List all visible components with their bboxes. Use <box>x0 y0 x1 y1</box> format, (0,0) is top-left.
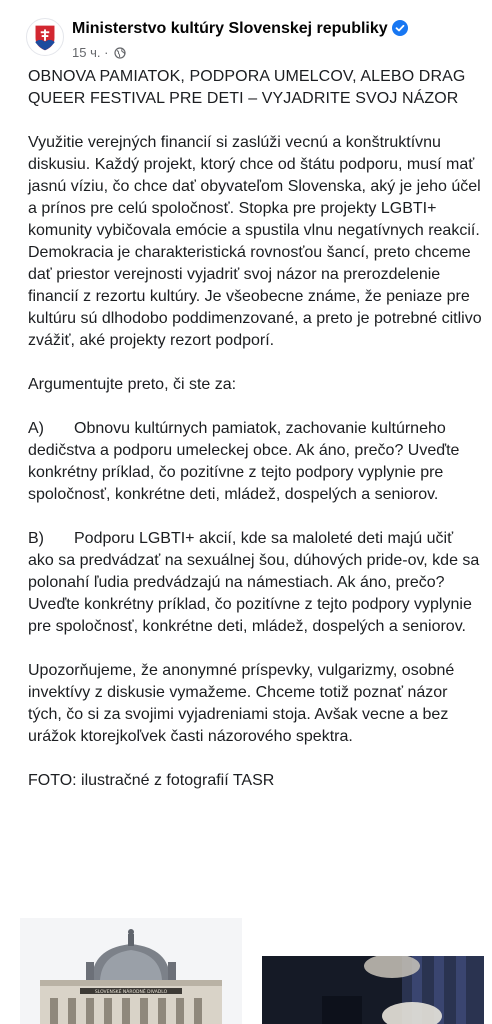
photo-gallery <box>0 900 492 1024</box>
verified-badge-icon <box>392 20 408 36</box>
post-option-b <box>28 528 483 638</box>
post-body <box>28 66 483 814</box>
post-paragraph-moderation: Upozorňujeme, že anonymné príspevky, vulgarizmy, osobné invektívy z diskusie vymažeme. Chceme totiž poznať názor tých, čo si za svojimi vyjadreniami stoja. Avšak vecne a bez urážok ktorejkoľvek časti názorového spektra. <box>28 662 455 745</box>
post-meta <box>72 44 126 60</box>
option-a-text: Obnovu kultúrnych pamiatok, zachovanie kultúrneho dedičstva a podporu umeleckej obce. Ak áno, prečo? Uveďte konkrétny príklad, čo pozitívne z tejto podpory vyplynie pre spoločnosť, konkrétne deti, mládež, dospelých a seniorov. <box>28 420 460 503</box>
post-header <box>26 16 486 64</box>
option-b-text: Podporu LGBTI+ akcií, kde sa maloleté deti majú učiť ako sa predvádzať na sexuálnej šou, dúhových pride-ov, kde sa polonahí ľudia predvádzajú na námestiach. Ak áno, prečo? Uveďte konkrétny príklad, čo pozitívne z tejto podpory vyplynie pre spoločnosť, konkrétne deti, mládež, dospelých a seniorov. <box>28 530 480 635</box>
post-timestamp[interactable]: 15 ч. <box>72 45 101 61</box>
page-avatar[interactable] <box>26 18 64 56</box>
page-name-link[interactable] <box>72 20 408 38</box>
theatre-building-illustration <box>20 918 242 1024</box>
option-b-letter: B) <box>28 530 44 547</box>
meta-separator: · <box>104 45 109 61</box>
photo-theatre-building[interactable] <box>20 918 242 1024</box>
page-name[interactable]: Ministerstvo kultúry Slovenskej republiky <box>72 20 388 37</box>
photo-credit: FOTO: ilustračné z fotografií TASR <box>28 772 275 789</box>
post-title: OBNOVA PAMIATOK, PODPORA UMELCOV, ALEBO DRAG QUEER FESTIVAL PRE DETI – VYJADRITE SVOJ NÁZOR <box>28 68 466 107</box>
theatre-sign-text: SLOVENSKÉ NÁRODNÉ DIVADLO <box>94 990 168 995</box>
option-a-letter: A) <box>28 420 44 437</box>
globe-icon <box>114 47 126 59</box>
post-option-a <box>28 418 483 506</box>
post-paragraph-intro: Využitie verejných financií si zaslúži vecnú a konštruktívnu diskusiu. Každý projekt, ktorý chce od štátu podporu, musí mať jasnú víziu, čo chce dať obyvateľom Slovenska, aký je jeho účel a prínos pre celú spoločnosť. Stopka pre projekty LGBTI+ komunity vybičovala emócie a spustila vlnu negatívnych reakcií. Demokracia je charakteristická rovnosťou šancí, preto chceme dať priestor verejnosti vyjadriť svoj názor na prerozdelenie financií z rezortu kultúry. Je všeobecne známe, že peniaze pre kultúru sú dlhodobo poddimenzované, a preto je potrebné citlivo zvážiť, aké projekty rezort podporí. <box>28 134 482 349</box>
photo-stage-performance[interactable] <box>262 956 484 1024</box>
stage-performance-illustration <box>262 956 484 1024</box>
post-paragraph-question: Argumentujte preto, či ste za: <box>28 376 237 393</box>
slovak-coat-of-arms-icon <box>27 19 63 55</box>
